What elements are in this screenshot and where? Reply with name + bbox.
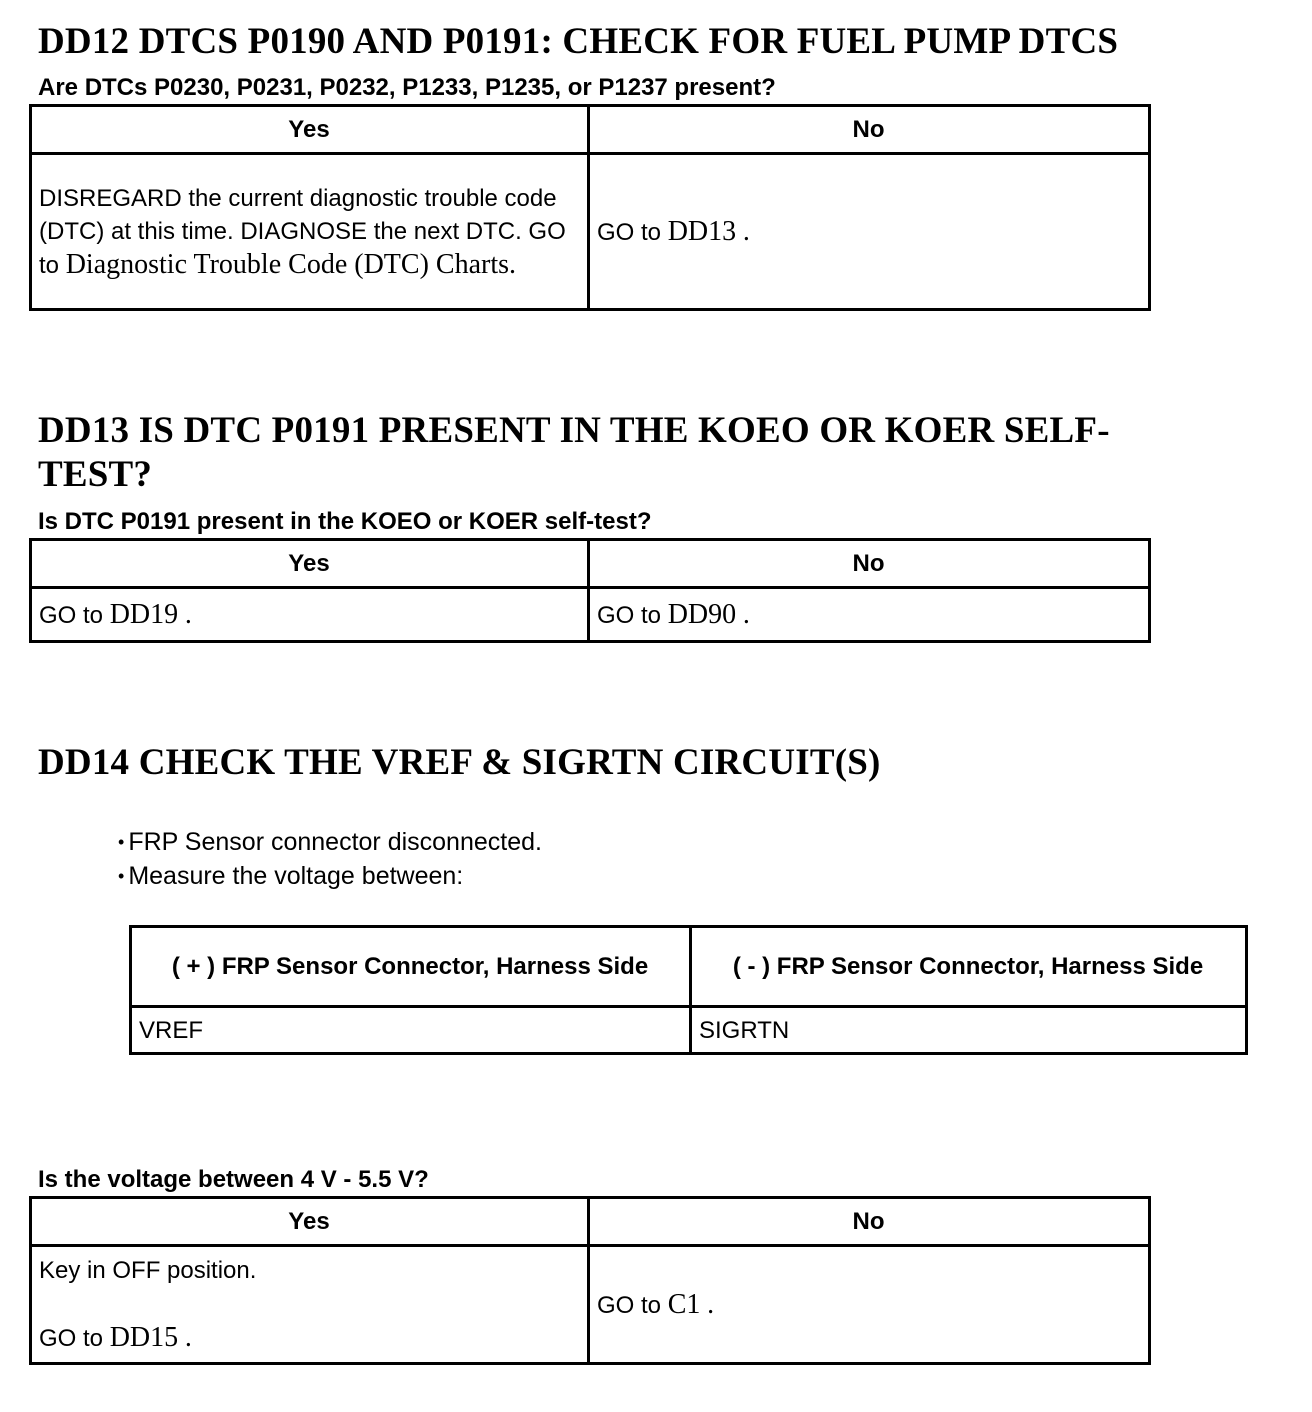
dd12-yes-text: DISREGARD the current diagnostic trouble code (DTC) at this time. DIAGNOSE the next DTC. GO to	[39, 184, 566, 279]
dd14-yes-text: Key in OFF position.	[39, 1257, 257, 1284]
dd14-positive-header: ( + ) FRP Sensor Connector, Harness Side	[131, 927, 691, 1007]
dd13-yes-cell	[31, 588, 589, 642]
dd14-no-cell	[589, 1246, 1150, 1364]
dd12-no-end: .	[742, 215, 750, 247]
dd12-no-prefix: GO to	[597, 218, 662, 246]
dd12-heading: DD12 DTCS P0190 AND P0191: CHECK FOR FUEL PUMP DTCS	[38, 21, 1119, 62]
dd12-no-header: No	[589, 106, 1150, 154]
dd14-question: Is the voltage between 4 V - 5.5 V?	[38, 1166, 429, 1193]
dd12-decision-table	[29, 104, 1151, 311]
dd13-yes-header: Yes	[31, 540, 589, 588]
dd12-yes-cell	[31, 154, 589, 310]
dd14-yes-header: Yes	[31, 1198, 589, 1246]
dd13-no-prefix: GO to	[597, 601, 662, 629]
dd14-decision-table	[29, 1196, 1151, 1365]
dd12-no-cell	[589, 154, 1150, 310]
dd14-bullet-list	[118, 825, 542, 893]
dd14-negative-value: SIGRTN	[691, 1007, 1247, 1054]
dd12-yes-header: Yes	[31, 106, 589, 154]
dd12-yes-end: .	[509, 248, 516, 280]
dd12-yes-link[interactable]: Diagnostic Trouble Code (DTC) Charts	[65, 248, 509, 280]
dd14-heading: DD14 CHECK THE VREF & SIGRTN CIRCUIT(S)	[38, 742, 881, 783]
dd14-measurement-table	[129, 925, 1248, 1055]
dd14-no-end: .	[707, 1288, 715, 1320]
dd13-no-link[interactable]: DD90	[667, 598, 737, 630]
dd13-decision-table	[29, 538, 1151, 643]
dd14-yes-prefix: GO to	[39, 1325, 104, 1352]
dd12-no-link[interactable]: DD13	[667, 215, 737, 247]
dd13-question: Is DTC P0191 present in the KOEO or KOER self-test?	[38, 508, 652, 535]
dd14-yes-cell	[31, 1246, 589, 1364]
dd13-no-cell	[589, 588, 1150, 642]
dd14-bullet-2: • Measure the voltage between:	[118, 859, 542, 893]
dd12-question: Are DTCs P0230, P0231, P0232, P1233, P1235, or P1237 present?	[38, 74, 776, 101]
dd13-yes-prefix: GO to	[39, 601, 104, 629]
dd14-no-link[interactable]: C1	[667, 1288, 701, 1320]
dd14-positive-value: VREF	[131, 1007, 691, 1054]
dd14-no-prefix: GO to	[597, 1291, 662, 1319]
dd13-yes-end: .	[184, 598, 192, 630]
dd13-heading: DD13 IS DTC P0191 PRESENT IN THE KOEO OR KOER SELF-TEST?	[38, 410, 1110, 495]
dd13-yes-link[interactable]: DD19	[109, 598, 179, 630]
dd14-no-header: No	[589, 1198, 1150, 1246]
dd13-no-end: .	[742, 598, 750, 630]
dd14-bullet-1: • FRP Sensor connector disconnected.	[118, 825, 542, 859]
dd14-negative-header: ( - ) FRP Sensor Connector, Harness Side	[691, 927, 1247, 1007]
dd14-yes-link[interactable]: DD15	[109, 1322, 179, 1353]
dd13-no-header: No	[589, 540, 1150, 588]
dd14-yes-end: .	[184, 1322, 192, 1353]
